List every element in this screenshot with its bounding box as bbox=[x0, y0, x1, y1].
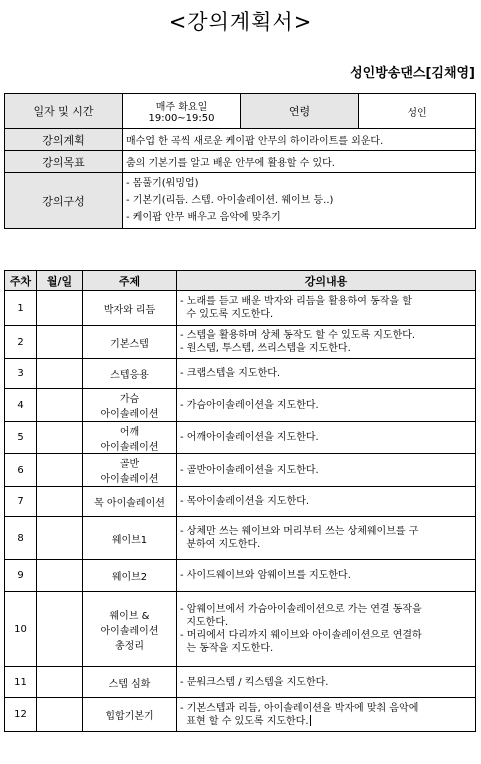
content-line: - 스텝을 활용하며 상체 동작도 할 수 있도록 지도한다. bbox=[180, 330, 416, 341]
date-cell[interactable] bbox=[37, 422, 83, 454]
date-cell[interactable] bbox=[37, 517, 83, 560]
content-line: - 사이드웨이브와 암웨이브를 지도한다. bbox=[180, 570, 351, 581]
week-cell: 12 bbox=[5, 698, 37, 732]
structure-item: - 케이팝 안무 배우고 음악에 맞추기 bbox=[126, 212, 281, 223]
week-cell: 9 bbox=[5, 560, 37, 592]
content-line: 수 있도록 지도한다. bbox=[180, 309, 274, 320]
table-row bbox=[5, 389, 476, 422]
topic-line: 총정리 bbox=[115, 640, 144, 652]
table-row bbox=[5, 487, 476, 517]
content-line: - 암웨이브에서 가슴아이솔레이션으로 가는 연결 동작을 bbox=[180, 604, 422, 615]
schedule-label: 일자 및 시간 bbox=[5, 94, 123, 129]
content-line: 표현 할 수 있도록 지도한다. bbox=[180, 715, 309, 727]
date-cell[interactable] bbox=[37, 560, 83, 592]
date-cell[interactable] bbox=[37, 359, 83, 389]
topic-line: 힙합기본기 bbox=[105, 711, 154, 722]
table-row bbox=[5, 359, 476, 389]
topic-line: 스텝응용 bbox=[110, 370, 149, 381]
content-line: - 상체만 쓰는 웨이브와 머리부터 쓰는 상체웨이브를 구 bbox=[180, 526, 419, 537]
week-cell: 3 bbox=[5, 359, 37, 389]
topic-cell bbox=[83, 560, 177, 592]
content-line: 분하여 지도한다. bbox=[180, 539, 261, 550]
content-line: - 가슴아이솔레이션을 지도한다. bbox=[180, 399, 319, 411]
content-cell bbox=[177, 326, 476, 359]
topic-cell bbox=[83, 326, 177, 359]
content-line: - 노래를 듣고 배운 박자와 리듬을 활용하여 동작을 할 bbox=[180, 296, 412, 307]
topic-line: 박자와 리듬 bbox=[103, 304, 156, 316]
content-cell bbox=[177, 517, 476, 560]
topic-line: 아이솔레이션 bbox=[100, 441, 159, 453]
content-line: 지도한다. bbox=[180, 617, 229, 628]
content-cell bbox=[177, 560, 476, 592]
schedule-day: 매주 화요일 bbox=[155, 102, 208, 113]
date-cell[interactable] bbox=[37, 291, 83, 326]
content-cell bbox=[177, 454, 476, 487]
topic-cell bbox=[83, 487, 177, 517]
content-line: - 머리에서 다리까지 웨이브와 아이솔레이션으로 연결하 bbox=[180, 630, 422, 641]
table-row bbox=[5, 326, 476, 359]
week-cell: 11 bbox=[5, 667, 37, 698]
structure-list bbox=[123, 173, 476, 229]
topic-cell bbox=[83, 389, 177, 422]
schedule-body bbox=[5, 291, 476, 732]
topic-cell bbox=[83, 698, 177, 732]
goal-value: 춤의 기본기를 알고 배운 안무에 활용할 수 있다. bbox=[123, 151, 476, 173]
week-cell: 4 bbox=[5, 389, 37, 422]
table-row bbox=[5, 667, 476, 698]
topic-line: 웨이브 & bbox=[109, 610, 150, 622]
table-row bbox=[5, 517, 476, 560]
table-row bbox=[5, 454, 476, 487]
plan-label: 강의계획 bbox=[5, 129, 123, 151]
content-cell bbox=[177, 487, 476, 517]
content-cell bbox=[177, 698, 476, 732]
table-row bbox=[5, 560, 476, 592]
week-cell: 10 bbox=[5, 592, 37, 667]
content-line: - 크랩스텝을 지도한다. bbox=[180, 368, 281, 379]
content-cell bbox=[177, 422, 476, 454]
page-title: <강의계획서> bbox=[168, 10, 313, 34]
week-cell: 8 bbox=[5, 517, 37, 560]
topic-cell bbox=[83, 422, 177, 454]
topic-line: 스텝 심화 bbox=[108, 678, 151, 690]
table-row bbox=[5, 291, 476, 326]
schedule-time: 19:00~19:50 bbox=[148, 113, 215, 124]
topic-line: 가슴 bbox=[119, 394, 140, 405]
table-row bbox=[5, 592, 476, 667]
date-cell[interactable] bbox=[37, 698, 83, 732]
week-cell: 2 bbox=[5, 326, 37, 359]
date-cell[interactable] bbox=[37, 487, 83, 517]
age-value: 성인 bbox=[359, 94, 476, 129]
topic-line: 아이솔레이션 bbox=[100, 625, 159, 637]
content-line: - 목아이솔레이션을 지도한다. bbox=[180, 496, 310, 507]
content-cell bbox=[177, 592, 476, 667]
structure-item: - 기본기(리듬. 스텝. 아이솔레이션. 웨이브 등..) bbox=[126, 195, 334, 206]
week-cell: 1 bbox=[5, 291, 37, 326]
topic-cell bbox=[83, 667, 177, 698]
week-cell: 6 bbox=[5, 454, 37, 487]
content-cell bbox=[177, 389, 476, 422]
week-cell: 5 bbox=[5, 422, 37, 454]
age-label: 연령 bbox=[241, 94, 359, 129]
structure-item: - 몸풀기(워밍업) bbox=[126, 178, 199, 189]
week-cell: 7 bbox=[5, 487, 37, 517]
date-cell[interactable] bbox=[37, 326, 83, 359]
schedule-value bbox=[123, 94, 241, 129]
content-line: - 원스텝, 투스텝, 쓰리스텝을 지도한다. bbox=[180, 343, 351, 354]
topic-line: 아이솔레이션 bbox=[100, 409, 159, 420]
text-cursor bbox=[310, 715, 311, 726]
header-week: 주차 bbox=[5, 271, 37, 291]
topic-line: 기본스텝 bbox=[110, 338, 149, 350]
table-row bbox=[5, 422, 476, 454]
header-date: 월/일 bbox=[37, 271, 83, 291]
goal-label: 강의목표 bbox=[5, 151, 123, 173]
header-topic: 주제 bbox=[83, 271, 177, 291]
content-line: - 문워크스텝 / 킥스텝을 지도한다. bbox=[180, 676, 329, 688]
structure-label: 강의구성 bbox=[5, 173, 123, 229]
topic-line: 목 아이솔레이션 bbox=[94, 498, 165, 509]
topic-line: 골반 bbox=[119, 459, 140, 470]
header-content: 강의내용 bbox=[177, 271, 476, 291]
topic-line: 웨이브1 bbox=[111, 534, 148, 546]
content-line: - 어깨아이솔레이션을 지도한다. bbox=[180, 432, 319, 443]
content-line: - 기본스텝과 리듬, 아이솔레이션을 박자에 맞춰 음악에 bbox=[180, 702, 419, 714]
topic-cell bbox=[83, 291, 177, 326]
date-cell[interactable] bbox=[37, 389, 83, 422]
topic-cell bbox=[83, 592, 177, 667]
course-info-table bbox=[4, 93, 476, 229]
date-cell[interactable] bbox=[37, 667, 83, 698]
content-cell bbox=[177, 291, 476, 326]
content-cell bbox=[177, 667, 476, 698]
weekly-schedule-table bbox=[4, 270, 476, 732]
content-cell bbox=[177, 359, 476, 389]
topic-line: 웨이브2 bbox=[111, 572, 148, 583]
plan-value: 매수업 한 곡씩 새로운 케이팝 안무의 하이라이트를 외운다. bbox=[123, 129, 476, 151]
content-line: 는 동작을 지도한다. bbox=[180, 643, 274, 654]
date-cell[interactable] bbox=[37, 454, 83, 487]
date-cell[interactable] bbox=[37, 592, 83, 667]
topic-cell bbox=[83, 517, 177, 560]
table-row bbox=[5, 698, 476, 732]
topic-line: 아이솔레이션 bbox=[100, 474, 159, 485]
topic-cell bbox=[83, 359, 177, 389]
instructor-subtitle: 성인방송댄스[김채영] bbox=[350, 66, 475, 81]
topic-cell bbox=[83, 454, 177, 487]
topic-line: 어깨 bbox=[119, 426, 140, 438]
content-line: - 골반아이솔레이션을 지도한다. bbox=[180, 464, 319, 476]
